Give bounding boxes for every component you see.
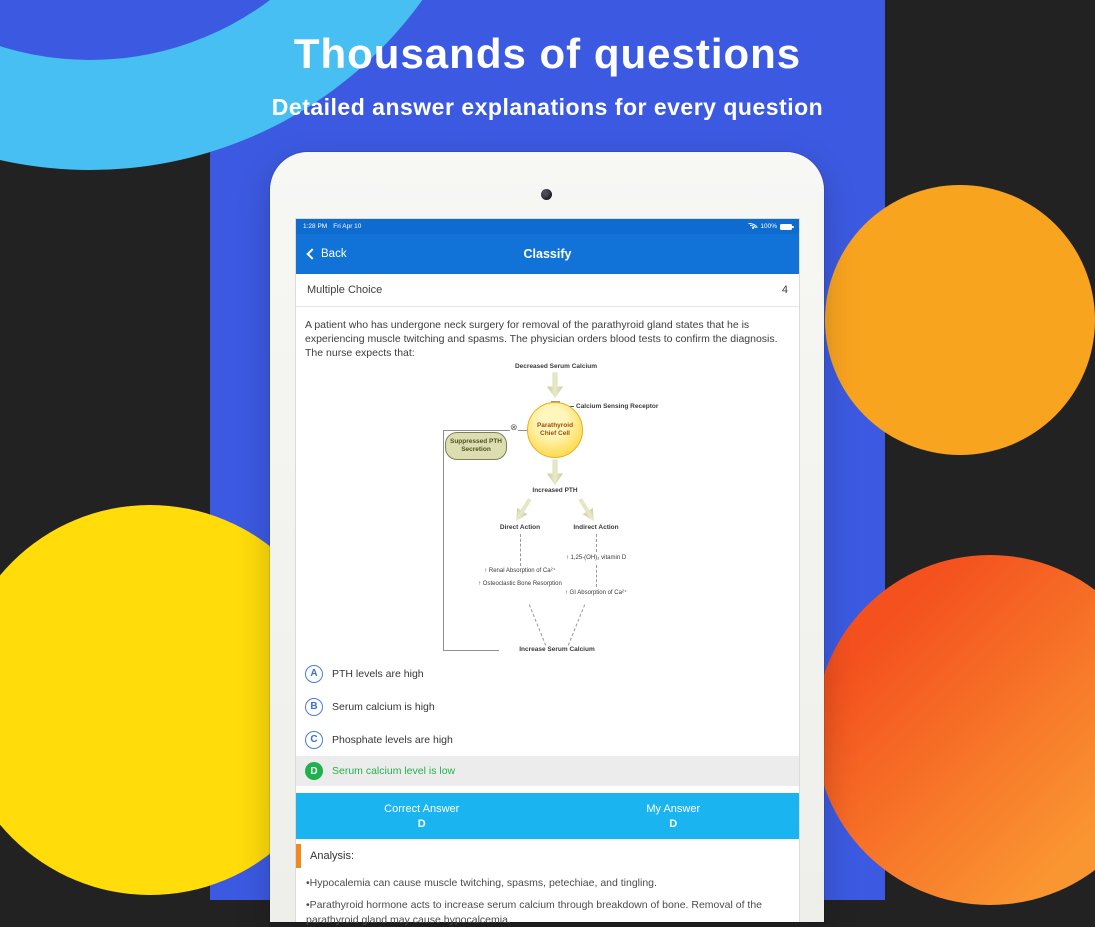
option-c-letter: C: [305, 731, 323, 749]
my-answer-label: My Answer: [646, 802, 701, 815]
option-d-text: Serum calcium level is low: [332, 765, 456, 778]
my-answer-value: D: [669, 817, 678, 830]
hero-text-block: [210, 0, 885, 121]
gi-absorption-label: ↑ GI Absorption of Ca²⁺: [564, 590, 628, 597]
app-screen: [295, 218, 800, 926]
tablet-mockup: [270, 152, 824, 926]
down-arrow-1: [547, 372, 563, 398]
my-answer-column: [548, 793, 800, 839]
parathyroid-chief-cell: [527, 402, 583, 458]
analysis-point-2: •Parathyroid hormone acts to increase serum calcium through breakdown of bone. Removal of the parathyroid gland may cause hypocalcemia.: [306, 899, 762, 926]
analysis-point-1: •Hypocalemia can cause muscle twitching, spasms, petechiae, and tingling.: [306, 877, 657, 890]
osteoclastic-label: ↑ Osteoclastic Bone Resorption: [478, 581, 562, 588]
tablet-camera-dot: [541, 189, 552, 200]
option-c-text: Phosphate levels are high: [332, 733, 453, 746]
status-bar-right: [748, 223, 792, 230]
battery-icon: [780, 224, 792, 230]
receptor-label: Calcium Sensing Receptor: [576, 403, 659, 411]
option-b[interactable]: [296, 690, 799, 723]
vitamin-d-label: ↑ 1,25-(OH)₂ vitamin D: [565, 555, 627, 562]
dashed-line-direct: [520, 534, 521, 566]
nav-title: Classify: [523, 247, 572, 261]
answer-result-banner: [296, 793, 799, 839]
orange-circle-top-right: [825, 185, 1095, 455]
correct-answer-column: [296, 793, 548, 839]
option-d-selected-correct[interactable]: [296, 756, 799, 786]
down-arrow-2: [547, 459, 563, 485]
option-b-text: Serum calcium is high: [332, 700, 435, 713]
status-bar-left: [303, 223, 367, 230]
wifi-icon: [748, 223, 757, 230]
suppressed-pth-box: Suppressed PTH Secretion: [445, 432, 507, 460]
status-time: 1:28 PM: [303, 223, 328, 230]
option-a-text: PTH levels are high: [332, 667, 424, 680]
question-text: A patient who has undergone neck surgery for removal of the parathyroid gland states that he is experiencing muscle twitching and spasms. The physician orders blood tests to confirm the diagnosis. The nurse expects that:: [305, 319, 778, 360]
parathyroid-flowchart: [441, 363, 691, 655]
hero-subtitle: Detailed answer explanations for every question: [271, 94, 824, 120]
diagonal-arrow-left: [511, 496, 535, 524]
renal-absorption-label: ↑ Renal Absorption of Ca²⁺: [484, 568, 556, 575]
back-label: Back: [321, 248, 347, 260]
analysis-heading: Analysis:: [296, 844, 799, 868]
diagram-top-label: Decreased Serum Calcium: [514, 363, 597, 371]
answer-options: [296, 657, 799, 786]
app-store-screenshot: [210, 0, 885, 926]
dashed-converge-right: [568, 605, 585, 646]
cell-label-line1: Parathyroid: [536, 422, 574, 430]
indirect-action-label: Indirect Action: [573, 524, 619, 532]
analysis-section: [296, 844, 799, 927]
diagram-bottom-label: Increase Serum Calcium: [519, 646, 595, 654]
question-type-label: Multiple Choice: [307, 284, 383, 296]
option-c[interactable]: [296, 723, 799, 756]
dashed-line-indirect-1: [596, 534, 597, 552]
orange-circle-bottom-right: [815, 555, 1095, 905]
feedback-line-vertical: [443, 430, 444, 650]
nav-bar: [296, 234, 799, 274]
option-a-letter: A: [305, 665, 323, 683]
dashed-converge-left: [529, 605, 546, 646]
option-b-letter: B: [305, 698, 323, 716]
question-meta-row: [296, 274, 799, 307]
hero-title: Thousands of questions: [293, 30, 802, 77]
feedback-line-bottom: [443, 650, 499, 651]
cell-label-line2: Chief Cell: [540, 430, 570, 438]
question-number: 4: [781, 284, 788, 296]
battery-percent: 100%: [760, 223, 777, 230]
diagonal-arrow-right: [575, 496, 599, 524]
status-bar: [296, 219, 799, 234]
correct-answer-label: Correct Answer: [384, 802, 460, 815]
direct-action-label: Direct Action: [499, 524, 541, 532]
inhibition-symbol: ⊗: [510, 422, 518, 433]
dashed-line-indirect-2: [596, 565, 597, 587]
correct-answer-value: D: [417, 817, 426, 830]
option-d-letter: D: [305, 762, 323, 780]
option-a[interactable]: [296, 657, 799, 690]
increased-pth-label: Increased PTH: [532, 487, 578, 495]
status-date: Fri Apr 10: [333, 223, 362, 230]
